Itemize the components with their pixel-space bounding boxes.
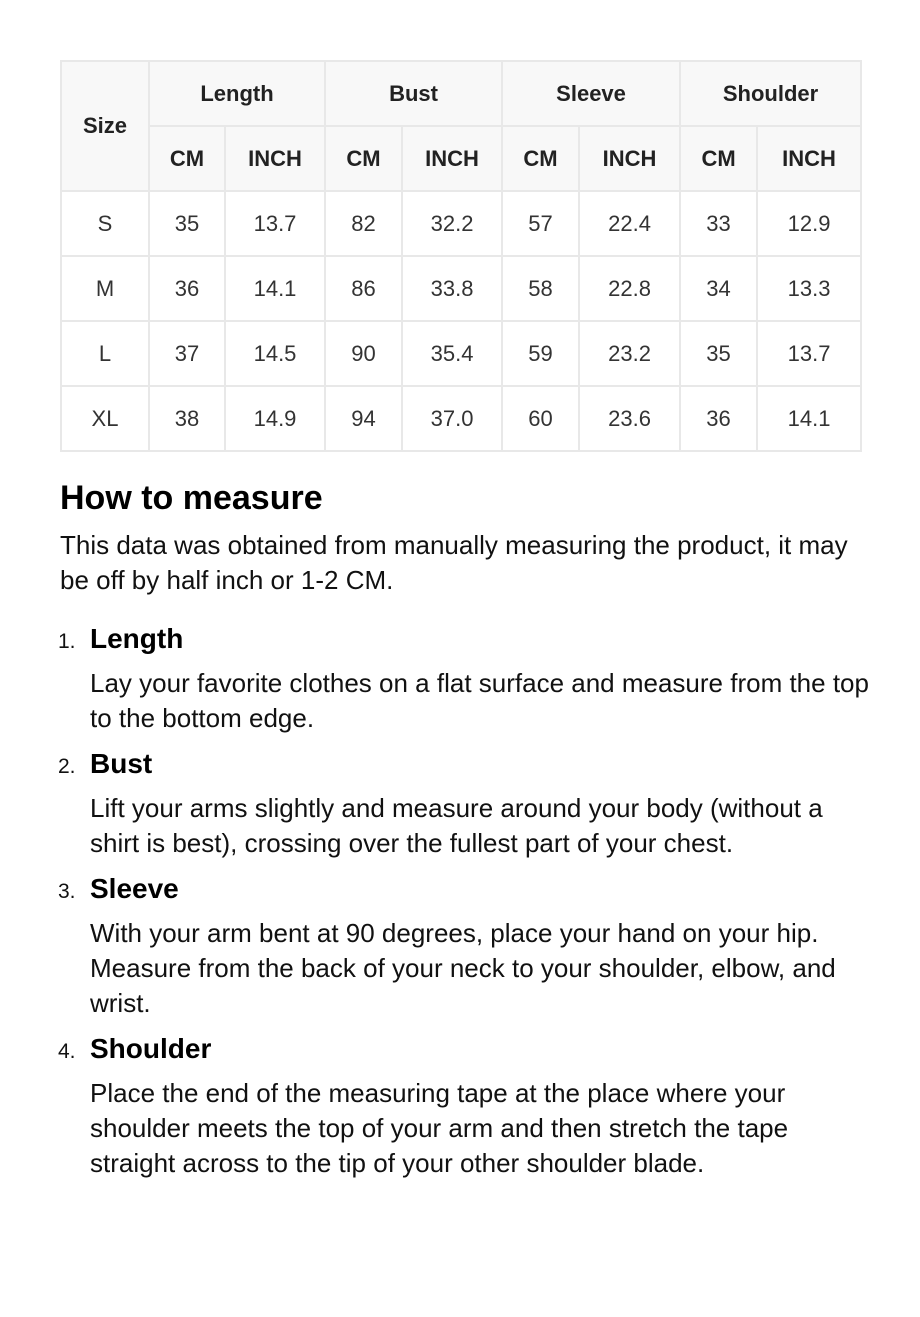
unit-header-cm: CM (502, 126, 579, 191)
step-description: Place the end of the measuring tape at the place where your shoulder meets the top of your arm and then stretch the tape straight across to the tip of your other shoulder blade. (90, 1078, 789, 1178)
table-cell: 33.8 (402, 256, 502, 321)
unit-header-inch: INCH (757, 126, 861, 191)
list-item (60, 621, 870, 736)
unit-header-cm: CM (149, 126, 225, 191)
step-title: Bust (90, 748, 153, 779)
table-cell: 35 (149, 191, 225, 256)
table-cell: 90 (325, 321, 402, 386)
section-heading: How to measure (60, 479, 323, 517)
table-cell: 23.6 (579, 386, 680, 451)
size-cell: M (61, 256, 149, 321)
group-header-length: Length (149, 61, 325, 126)
unit-header-inch: INCH (579, 126, 680, 191)
table-cell: 86 (325, 256, 402, 321)
size-cell: XL (61, 386, 149, 451)
measurement-steps-list (60, 621, 870, 1181)
step-description: With your arm bent at 90 degrees, place your hand on your hip. Measure from the back of your neck to your shoulder, elbow, and wrist. (90, 918, 836, 1018)
size-column-header: Size (61, 61, 149, 191)
step-title: Sleeve (90, 873, 179, 904)
list-item (60, 1031, 870, 1181)
table-cell: 33 (680, 191, 757, 256)
step-number: 1. (58, 630, 76, 653)
step-title: Length (90, 623, 184, 654)
table-cell: 12.9 (757, 191, 861, 256)
table-cell: 36 (680, 386, 757, 451)
table-cell: 13.3 (757, 256, 861, 321)
unit-header-inch: INCH (402, 126, 502, 191)
table-cell: 35 (680, 321, 757, 386)
step-description: Lay your favorite clothes on a flat surface and measure from the top to the bottom edge. (90, 668, 869, 733)
table-cell: 14.9 (225, 386, 325, 451)
size-cell: S (61, 191, 149, 256)
table-cell: 14.1 (757, 386, 861, 451)
table-cell: 36 (149, 256, 225, 321)
table-row (61, 386, 861, 451)
step-number: 4. (58, 1040, 76, 1063)
intro-text: This data was obtained from manually measuring the product, it may be off by half inch or 1-2 CM. (60, 530, 848, 595)
how-to-measure-section (60, 476, 870, 1191)
step-number: 2. (58, 755, 76, 778)
table-row (61, 321, 861, 386)
group-header-bust: Bust (325, 61, 502, 126)
table-cell: 23.2 (579, 321, 680, 386)
table-cell: 37 (149, 321, 225, 386)
size-chart-table (60, 60, 862, 452)
table-cell: 13.7 (225, 191, 325, 256)
table-cell: 82 (325, 191, 402, 256)
table-cell: 14.5 (225, 321, 325, 386)
table-row (61, 256, 861, 321)
table-cell: 37.0 (402, 386, 502, 451)
table-cell: 34 (680, 256, 757, 321)
step-description: Lift your arms slightly and measure around your body (without a shirt is best), crossing over the fullest part of your chest. (90, 793, 823, 858)
table-cell: 59 (502, 321, 579, 386)
table-cell: 13.7 (757, 321, 861, 386)
table-cell: 22.8 (579, 256, 680, 321)
unit-header-cm: CM (680, 126, 757, 191)
header-row-units (61, 126, 861, 191)
table-cell: 58 (502, 256, 579, 321)
table-row (61, 191, 861, 256)
unit-header-cm: CM (325, 126, 402, 191)
step-number: 3. (58, 880, 76, 903)
table-cell: 94 (325, 386, 402, 451)
table-cell: 60 (502, 386, 579, 451)
list-item (60, 746, 870, 861)
header-row-groups (61, 61, 861, 126)
step-title: Shoulder (90, 1033, 212, 1064)
table-cell: 22.4 (579, 191, 680, 256)
table-body (61, 191, 861, 451)
table-cell: 32.2 (402, 191, 502, 256)
group-header-sleeve: Sleeve (502, 61, 680, 126)
table-cell: 38 (149, 386, 225, 451)
list-item (60, 871, 870, 1021)
size-cell: L (61, 321, 149, 386)
unit-header-inch: INCH (225, 126, 325, 191)
table-header (61, 61, 861, 191)
table-cell: 35.4 (402, 321, 502, 386)
table-cell: 57 (502, 191, 579, 256)
table-cell: 14.1 (225, 256, 325, 321)
group-header-shoulder: Shoulder (680, 61, 861, 126)
